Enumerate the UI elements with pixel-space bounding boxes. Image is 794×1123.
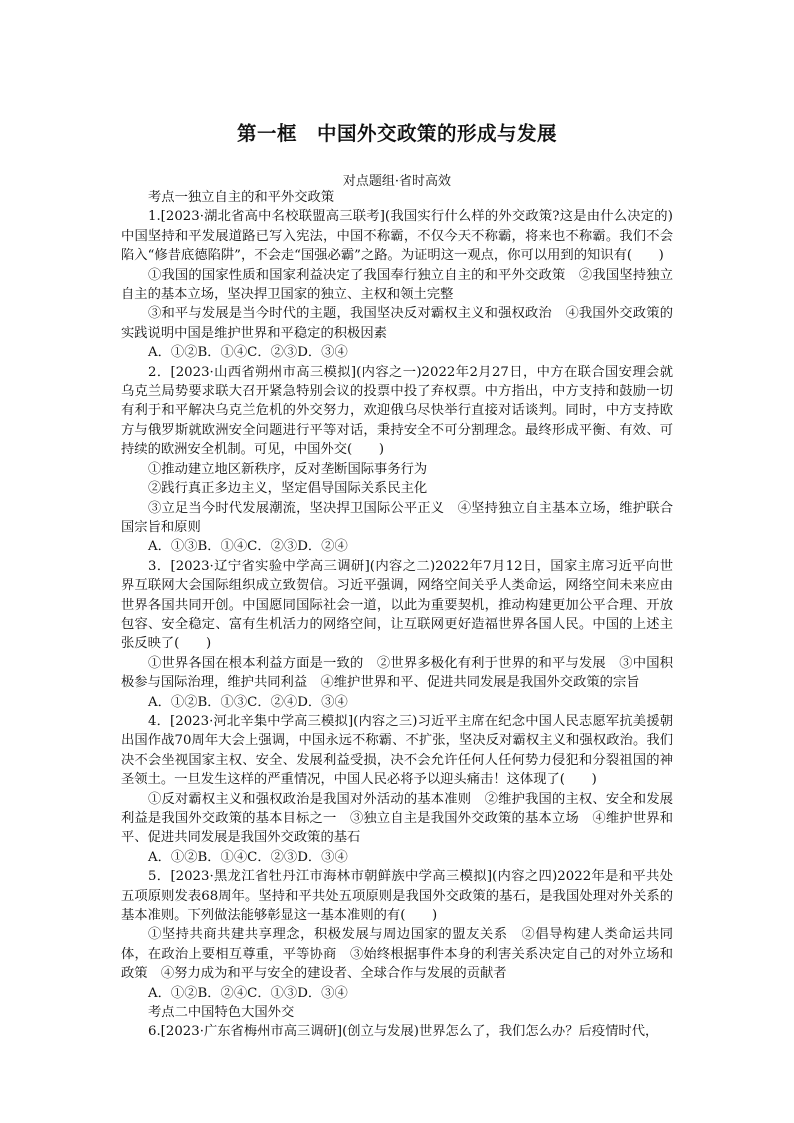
question-5-answers: A．①②B．②④C．①③D．③④	[148, 985, 348, 1001]
question-5-choices: ①坚持共商共建共享理念，积极发展与周边国家的盟友关系 ②倡导构建人类命运共同体，在政治上要相互尊重，平等协商 ③始终根据事件本身的利害关系决定自己的对外立场和政策 ④努力成为和平与安全的建设者、全球合作与发展的贡献者	[121, 927, 673, 982]
document-body	[121, 188, 673, 1042]
question-3-answers: A．①②B．①③C．②④D．③④	[148, 694, 348, 710]
page-title: 第一框 中国外交政策的形成与发展	[236, 122, 557, 145]
question-3-stem: 3．[2023·辽宁省实验中学高三调研](内容之二)2022年7月12日，国家主席习近平向世界互联网大会国际组织成立致贺信。习近平强调，网络空间关乎人类命运，网络空间未来应由世界各国共同开创。中国愿同国际社会一道，以此为重要契机，推动构建更加公平合理、开放包容、安全稳定、富有生机活力的网络空间，让互联网更好造福世界各国人民。中国的上述主张反映了( )	[121, 558, 673, 652]
question-1-choices-a: ①我国的国家性质和国家利益决定了我国奉行独立自主的和平外交政策 ②我国坚持独立自主的基本立场，坚决捍卫国家的独立、主权和领土完整	[121, 267, 673, 303]
page-subtitle: 对点题组·省时高效	[342, 174, 452, 189]
question-4-stem: 4．[2023·河北辛集中学高三模拟](内容之三)习近平主席在纪念中国人民志愿军抗美援朝出国作战70周年大会上强调，中国永远不称霸、不扩张，坚决反对霸权主义和强权政治。我们决不会坐视国家主权、安全、发展利益受损，决不会允许任何人任何势力侵犯和分裂祖国的神圣领土。一旦发生这样的严重情况，中国人民必将予以迎头痛击！这体现了( )	[121, 713, 673, 788]
question-2-stem: 2．[2023·山西省朔州市高三模拟](内容之一)2022年2月27日，中方在联合国安理会就乌克兰局势要求联大召开紧急特别会议的投票中投了弃权票。中方指出，中方支持和鼓励一切有利于和平解决乌克兰危机的外交努力，欢迎俄乌尽快举行直接对话谈判。同时，中方支持欧方与俄罗斯就欧洲安全问题进行平等对话，秉持安全不可分割理念。最终形成平衡、有效、可持续的欧洲安全机制。可见，中国外交( )	[121, 364, 673, 458]
question-2-answers: A．①③B．①④C．②③D．②④	[148, 539, 348, 555]
question-4-answers: A．①②B．①④C．②③D．③④	[148, 849, 348, 865]
question-3-choices: ①世界各国在根本利益方面是一致的 ②世界多极化有利于世界的和平与发展 ③中国积极参与国际治理，维护共同利益 ④维护世界和平、促进共同发展是我国外交政策的宗旨	[121, 655, 673, 691]
question-1-answers: A．①②B．①④C．②③D．③④	[148, 345, 348, 361]
section-heading-1: 考点一独立自主的和平外交政策	[148, 190, 335, 205]
question-4-choices: ①反对霸权主义和强权政治是我国对外活动的基本准则 ②维护我国的主权、安全和发展利益是我国外交政策的基本目标之一 ③独立自主是我国外交政策的基本立场 ④维护世界和平、促进共同发展是我国外交政策的基石	[121, 791, 673, 846]
section-heading-2: 考点二中国特色大国外交	[148, 1005, 295, 1021]
question-1-stem: 1.[2023·湖北省高中名校联盟高三联考](我国实行什么样的外交政策?这是由什么决定的)中国坚持和平发展道路已写入宪法，中国不称霸，不仅今天不称霸，将来也不称霸。我们不会陷入“修昔底德陷阱”，不会走“国强必霸”之路。为证明这一观点，你可以用到的知识有( )	[121, 209, 673, 264]
question-2-choices-b: ②践行真正多边主义，坚定倡导国际关系民主化	[148, 481, 428, 497]
question-6-stem: 6.[2023·广东省梅州市高三调研](创立与发展)世界怎么了，我们怎么办？后疫情时代，	[148, 1024, 659, 1040]
question-1-choices-b: ③和平与发展是当今时代的主题，我国坚决反对霸权主义和强权政治 ④我国外交政策的实践说明中国是维护世界和平稳定的积极因素	[121, 306, 673, 341]
question-2-choices-c: ③立足当今时代发展潮流，坚决捍卫国际公平正义 ④坚持独立自主基本立场，维护联合国宗旨和原则	[121, 500, 673, 535]
question-2-choices-a: ①推动建立地区新秩序，反对垄断国际事务行为	[148, 461, 428, 477]
question-5-stem: 5．[2023·黑龙江省牡丹江市海林市朝鲜族中学高三模拟](内容之四)2022年是和平共处五项原则发表68周年。坚持和平共处五项原则是我国外交政策的基石，是我国处理对外关系的基本准则。下列做法能够彰显这一基本准则的有( )	[121, 869, 673, 924]
